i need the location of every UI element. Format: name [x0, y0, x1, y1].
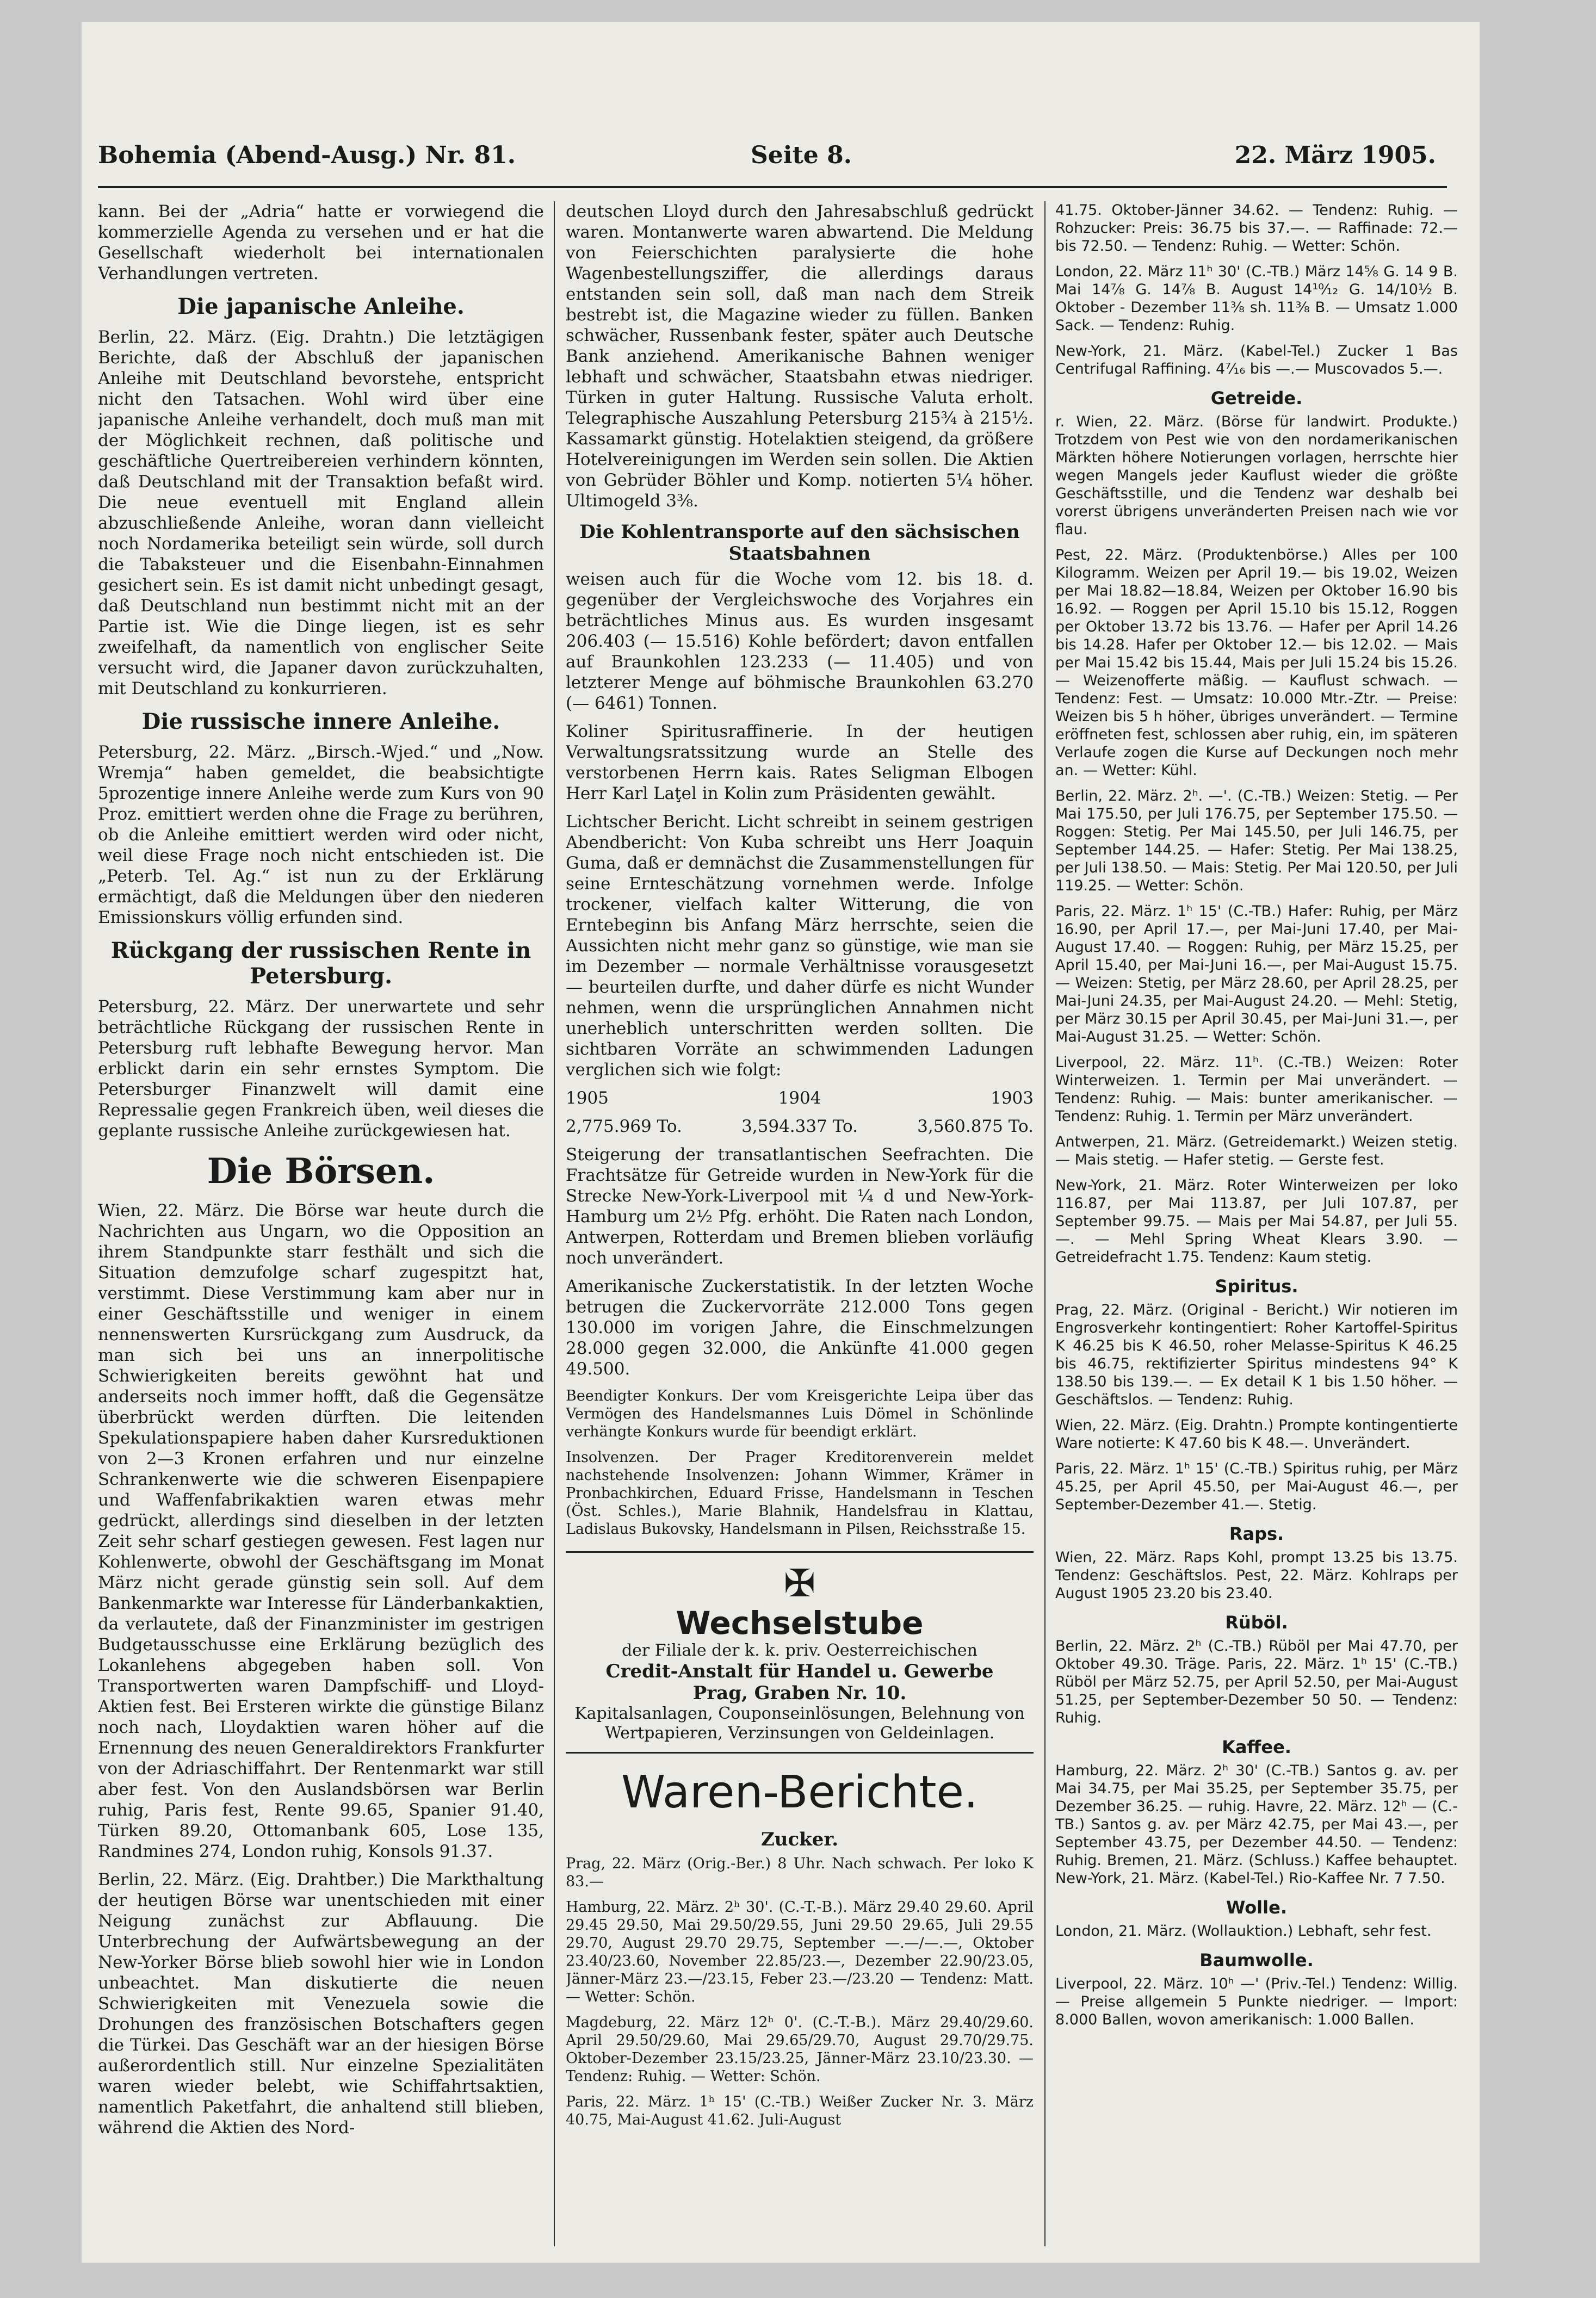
- heading-getreide: Getreide.: [1210, 388, 1303, 408]
- article-continuation: deutschen Lloyd durch den Jahresabschluß gedrückt waren. Montanwerte waren abwartend. Die Meldung von Feierschichten paralysierte die hohe Wagenbestellungsziffer, die allerdings daraus entstanden sein soll, daß man nach dem Streik bestrebt ist, die Magazine wieder zu füllen. Banken schwächer, Russenbank fester, später auch Deutsche Bank anziehend. Amerikanische Bahnen weniger lebhaft und schwächer, Staatsbahn etwas niedriger. Türken in guter Haltung. Russische Valuta erholt. Telegraphische Auszahlung Petersburg 215¾ à 215½. Kassamarkt günstig. Hotelaktien steigend, da größere Hotelvereinigungen im Werden sein sollen. Die Aktien von Gebrüder Böhler und Komp. notierten 5¼ höher. Ultimogeld 3⅜.: [566, 202, 1034, 511]
- tons-cell: 3,560.875 To.: [917, 1117, 1034, 1136]
- ad-line: der Filiale der k. k. priv. Oesterreichischen: [621, 1641, 978, 1660]
- column-1: [98, 201, 544, 2246]
- heading-spiritus: Spiritus.: [1215, 1276, 1298, 1297]
- article-berlin-boerse: Berlin, 22. März. (Eig. Drahtber.) Die Markthaltung der heutigen Börse war unentschieden mit einer Neigung zunächst zur Abflauung. Die Unterbrechung der Aufwärtsbewegung an der New-Yorker Börse blieb sowohl hier wie in London unbeachtet. Man diskutierte die neuen Schwierigkeiten mit Venezuela sowie die Drohungen des französischen Botschafters gegen die Türkei. Das Geschäft war an der hiesigen Börse außerordentlich still. Nur einzelne Spezialitäten waren wieder belebt, wie Schiffahrtsaktien, namentlich Paketfahrt, die anhaltend still blieben, während die Aktien des Nord-: [98, 1870, 544, 2138]
- article-koliner: Koliner Spiritusraffinerie. In der heutigen Verwaltungsratssitzung wurde an Stelle des verstorbenen Herrn kais. Rates Seligman Elbogen Herr Karl Laţel in Kolin zum Präsidenten gewählt.: [566, 722, 1034, 803]
- ad-title: Wechselstube: [676, 1605, 924, 1642]
- ad-line: Prag, Graben Nr. 10.: [692, 1682, 907, 1704]
- report-berlin-getreide: Berlin, 22. März. 2ʰ. —'. (C.-TB.) Weizen: Stetig. — Per Mai 175.50, per Juli 176.75, per September 175.50. — Roggen: Stetig. Per Mai 145.50, per Juli 146.75, per September 144.25. — Hafer: Stetig. Per Mai 138.25, per Juli 138.50. — Mais: Stetig. Per Mai 120.50, per Juli 119.25. — Wetter: Schön.: [1055, 788, 1458, 894]
- report-prag-zucker: Prag, 22. März (Orig.-Ber.) 8 Uhr. Nach schwach. Per loko K 83.—: [566, 1855, 1034, 1890]
- heading-wolle: Wolle.: [1226, 1897, 1287, 1918]
- advertisement-wechselstube: [566, 1551, 1034, 1754]
- report-raps: Wien, 22. März. Raps Kohl, prompt 13.25 bis 13.75. Tendenz: Geschäftslos. Pest, 22. März. Kohlraps per August 1905 23.20 bis 23.40.: [1055, 1549, 1458, 1602]
- masthead: Bohemia (Abend-Ausg.) Nr. 81.: [98, 141, 516, 169]
- article-seefrachten: Steigerung der transatlantischen Seefrachten. Die Frachtsätze für Getreide wurden in New-York für die Strecke New-York-Liverpool mit ¼ d und New-York-Hamburg um 2½ Pfg. erhöht. Die Raten nach London, Antwerpen, Rotterdam und Bremen blieben vorläufig noch unverändert.: [566, 1145, 1034, 1268]
- heading-japanese-loan: Die japanische Anleihe.: [177, 294, 465, 319]
- article-konkurs: Beendigter Konkurs. Der vom Kreisgerichte Leipa über das Vermögen des Handelsmannes Luis Dömel in Schönlinde verhängte Konkurs wurde für beendigt erklärt.: [566, 1388, 1034, 1440]
- article-kohlentransporte: weisen auch für die Woche vom 12. bis 18. d. gegenüber der Vergleichswoche des Vorjahres ein beträchtliches Minus aus. Es wurden insgesamt 206.403 (— 15.516) Kohle befördert; davon entfallen auf Braunkohlen 123.233 (— 11.405) und von letzterer Menge auf böhmische Braunkohlen 63.270 (— 6461) Tonnen.: [566, 569, 1034, 713]
- report-wien-spiritus: Wien, 22. März. (Eig. Drahtn.) Prompte kontingentierte Ware notierte: K 47.60 bis K 48.—. Unverändert.: [1055, 1417, 1458, 1452]
- heading-raps: Raps.: [1229, 1523, 1284, 1544]
- column-2: [566, 201, 1034, 2246]
- newspaper-page: [82, 22, 1480, 2263]
- report-kaffee: Hamburg, 22. März. 2ʰ 30' (C.-TB.) Santos g. av. per Mai 34.75, per Mai 35.25, per September 35.75, per Dezember 36.25. — ruhig. Havre, 22. März. 12ʰ — (C.-TB.) Santos g. av. per März 42.75, per Mai 43.—, per September 43.75, per Dezember 44.50. — Tendenz: Ruhig. Bremen, 21. März. (Schluss.) Kaffee behauptet. New-York, 21. März. (Kabel-Tel.) Rio-Kaffee Nr. 7 7.50.: [1055, 1762, 1458, 1887]
- report-newyork-zucker: New-York, 21. März. (Kabel-Tel.) Zucker 1 Bas Centrifugal Raffining. 4⁷⁄₁₆ bis —.— Muscovados 5.—.: [1055, 343, 1458, 377]
- report-rueboel: Berlin, 22. März. 2ʰ (C.-TB.) Rüböl per Mai 47.70, per Oktober 49.30. Träge. Paris, 22. März. 1ʰ 15' (C.-TB.) Rüböl per März 52.75, per April 52.50, per Mai-August 51.25, per September-Dezember 50 50. — Tendenz: Ruhig.: [1055, 1638, 1458, 1726]
- eagle-emblem-icon: ✠: [783, 1561, 816, 1606]
- page-number: Seite 8.: [751, 141, 852, 169]
- article-lichtscher-bericht: Lichtscher Bericht. Licht schreibt in seinem gestrigen Abendbericht: Von Kuba schreibt uns Herr Joaquin Guma, daß er demnächst die Zusammenstellungen für seine Ernteschätzung vornehmen werde. Infolge trockener, vielfach kalter Witterung, die von Erntebeginn bis Anfang März herrschte, seien die Aussichten nicht mehr ganz so günstige, wie man sie im Dezember — normale Verhältnisse vorausgesetzt — beurteilen durfte, und daher dürfe es nicht Wunder nehmen, wenn die ursprünglichen Annahmen nicht unerheblich unterschritten werden sollten. Die sichtbaren Vorräte an schwimmenden Ladungen verglichen sich wie folgt:: [566, 812, 1034, 1080]
- report-paris-zucker: Paris, 22. März. 1ʰ 15' (C.-TB.) Weißer Zucker Nr. 3. März 40.75, Mai-August 41.62. Juli-August: [566, 2093, 1034, 2128]
- header-rule: [98, 186, 1447, 188]
- article-wien-boerse: Wien, 22. März. Die Börse war heute durch die Nachrichten aus Ungarn, wo die Opposition an ihrem Standpunkte starr festhält und sich die Situation demzufolge scharf zugespitzt hat, verstimmt. Diese Verstimmung kam aber nur in einer Geschäftsstille und weniger in einem nennenswerten Kursrückgang zum Ausdruck, da man sich bei uns an innerpolitische Schwierigkeiten bereits gewöhnt hat und anderseits noch immer hofft, daß die Gegensätze überbrückt werden dürften. Die leitenden Spekulationspapiere haben daher Kursreduktionen von 2—3 Kronen erfahren und nur einzelne Schrankenwerte wie die schweren Eisenpapiere und Waffenfabrikaktien waren etwas mehr gedrückt, allerdings sind dieselben in der letzten Zeit sehr scharf gestiegen gewesen. Fest lagen nur Kohlenwerte, obwohl der Geschäftsgang im Monat März nicht gerade günstig sein soll. Auf dem Bankenmarkte war Interesse für Länderbankaktien, da verlautete, daß der Finanzminister im gestrigen Budgetausschusse eine Erklärung bezüglich des Lokanlehens abgegeben haben soll. Von Transportwerten waren Dampfschiff- und Lloyd-Aktien fest. Bei Ersteren wirkte die günstige Bilanz noch nach, Lloydaktien waren höher auf die Ernennung des neuen Generaldirektors Frankfurter von der Adriaschiffahrt. Der Rentenmarkt war still aber fest. Von den Auslandsbörsen war Berlin ruhig, Paris fest, Rente 99.65, Spanier 91.40, Türken 89.20, Ottomanbank 605, Lose 135, Randmines 274, London ruhig, Konsols 91.37.: [98, 1201, 544, 1861]
- report-london-zucker: London, 22. März 11ʰ 30' (C.-TB.) März 14⅝ G. 14 9 B. Mai 14⅞ G. 14⅞ B. August 14¹⁰⁄₁₂ G. 14/10½ B. Oktober - Dezember 11⅜ sh. 11⅜ B. — Umsatz 1.000 Sack. — Tendenz: Ruhig.: [1055, 263, 1458, 334]
- heading-boersen: Die Börsen.: [207, 1151, 435, 1192]
- tons-cell: 3,594.337 To.: [741, 1117, 858, 1136]
- tons-cell: 2,775.969 To.: [566, 1117, 682, 1136]
- column-divider: [554, 201, 555, 2246]
- year-cell: 1904: [778, 1088, 821, 1108]
- column-3: [1055, 201, 1458, 2246]
- report-prag-spiritus: Prag, 22. März. (Original - Bericht.) Wir notieren im Engrosverkehr kontingentiert: Roher Kartoffel-Spiritus K 46.25 bis K 46.50, roher Melasse-Spiritus K 46.25 bis 46.75, rektifizierter Spiritus mindestens 94° K 138.50 bis 139.—. — Ex detail K 1 bis 1.50 höher. — Geschäftslos. — Tendenz: Ruhig.: [1055, 1302, 1458, 1408]
- heading-waren-berichte: Waren-Berichte.: [621, 1767, 978, 1818]
- heading-rueboel: Rüböl.: [1225, 1612, 1288, 1633]
- report-magdeburg-zucker: Magdeburg, 22. März 12ʰ 0'. (C.-T.-B.). März 29.40/29.60. April 29.50/29.60, Mai 29.65/29.70, August 29.70/29.75. Oktober-Dezember 23.15/23.25, Jänner-März 23.10/23.30. — Tendenz: Ruhig. — Wetter: Schön.: [566, 2014, 1034, 2085]
- heading-baumwolle: Baumwolle.: [1199, 1950, 1314, 1971]
- heading-russian-loan: Die russische innere Anleihe.: [141, 709, 500, 734]
- year-cell: 1903: [991, 1088, 1034, 1108]
- article-zuckerstatistik: Amerikanische Zuckerstatistik. In der letzten Woche betrugen die Zuckervorräte 212.000 Tons gegen 130.000 im vorigen Jahre, die Einschmelzungen 28.000 gegen 32.000, die Ankünfte 41.000 gegen 49.500.: [566, 1277, 1034, 1379]
- report-zucker-continuation: 41.75. Oktober-Jänner 34.62. — Tendenz: Ruhig. — Rohzucker: Preis: 36.75 bis 37.—. — Raffinade: 72.— bis 72.50. — Tendenz: Ruhig. — Wetter: Schön.: [1055, 202, 1458, 255]
- ad-line: Kapitalsanlagen, Couponseinlösungen, Belehnung von Wertpapieren, Verzinsungen von Geldeinlagen.: [574, 1704, 1025, 1743]
- report-antwerpen-getreide: Antwerpen, 21. März. (Getreidemarkt.) Weizen stetig. — Mais stetig. — Hafer stetig. — Gerste fest.: [1055, 1133, 1458, 1168]
- report-baumwolle: Liverpool, 22. März. 10ʰ —' (Priv.-Tel.) Tendenz: Willig. — Preise allgemein 5 Punkte niedriger. — Import: 8.000 Ballen, wovon amerikanisch: 1.000 Ballen.: [1055, 1975, 1458, 2028]
- report-paris-spiritus: Paris, 22. März. 1ʰ 15' (C.-TB.) Spiritus ruhig, per März 45.25, per April 45.50, per Mai-August 46.—, per September-Dezember 41.—. Stetig.: [1055, 1460, 1458, 1513]
- heading-zucker: Zucker.: [760, 1829, 839, 1850]
- page-header: [98, 141, 1436, 185]
- heading-russian-rente: Rückgang der russischen Rente in Petersburg.: [110, 938, 531, 989]
- heading-kaffee: Kaffee.: [1222, 1737, 1291, 1757]
- tons-row: [566, 1116, 1034, 1137]
- article-russian-loan: Petersburg, 22. März. „Birsch.-Wjed.“ und „Now. Wremja“ haben gemeldet, die beabsichtigte 5prozentige innere Anleihe werde zum Kurs von 90 Proz. emittiert werden ohne die Frage zu berühren, ob die Anleihe emittiert werden wird oder nicht, weil diese Frage noch nicht entschieden ist. Die „Peterb. Tel. Ag.“ ist nun zu der Erklärung ermächtigt, daß die Meldungen über den niederen Emissionskurs völlig erfunden sind.: [98, 742, 544, 927]
- ad-line: Credit-Anstalt für Handel u. Gewerbe: [605, 1661, 994, 1682]
- report-pest-getreide: Pest, 22. März. (Produktenbörse.) Alles per 100 Kilogramm. Weizen per April 19.— bis 19.02, Weizen per Mai 18.82—18.84, Weizen per Oktober 16.90 bis 16.92. — Roggen per April 15.10 bis 15.12, Roggen per Oktober 13.72 bis 13.76. — Hafer per April 14.26 bis 14.28. Hafer per Oktober 12.— bis 12.02. — Mais per Mai 15.42 bis 15.44, Mais per Juli 15.24 bis 15.26. — Weizenofferte mäßig. — Kauflust schwach. — Tendenz: Fest. — Umsatz: 10.000 Mtr.-Ztr. — Preise: Weizen bis 5 h höher, übriges unverändert. — Termine eröffneten fest, schlossen aber ruhig, ein, im späteren Verlaufe zogen die Kurse auf Deckungen noch mehr an. — Wetter: Kühl.: [1055, 547, 1458, 779]
- article-russian-rente: Petersburg, 22. März. Der unerwartete und sehr beträchtliche Rückgang der russischen Rente in Petersburg ruft lebhafte Bewegung hervor. Man erblickt darin ein sehr ernstes Symptom. Die Petersburger Finanzwelt will damit eine Repressalie gegen Frankreich üben, weil dieses die geplante russische Anleihe zurückgewiesen hat.: [98, 997, 544, 1141]
- article-insolvenzen: Insolvenzen. Der Prager Kreditorenverein meldet nachstehende Insolvenzen: Johann Wimmer, Krämer in Pronbachkirchen, Eduard Frisse, Handelsmann in Teschen (Öst. Schles.), Marie Blahnik, Handelsfrau in Klattau, Ladislaus Bukovsky, Handelsmann in Pilsen, Reichsstraße 15.: [566, 1449, 1034, 1538]
- report-paris-getreide: Paris, 22. März. 1ʰ 15' (C.-TB.) Hafer: Ruhig, per März 16.90, per April 17.—, per Mai-Juni 17.40, per Mai-August 17.40. — Roggen: Ruhig, per März 15.25, per April 15.40, per Mai-Juni 16.—, per Mai-August 15.75. — Weizen: Stetig, per März 28.60, per April 28.25, per Mai-Juni 24.35, per Mai-August 24.20. — Mehl: Stetig, per März 30.15 per April 30.45, per Mai-Juni 31.—, per Mai-August 31.25. — Wetter: Schön.: [1055, 903, 1458, 1045]
- years-row: [566, 1088, 1034, 1108]
- report-newyork-getreide: New-York, 21. März. Roter Winterweizen per loko 116.87, per Mai 113.87, per Juli 107.87, per September 99.75. — Mais per Mai 54.87, per Juli 55.—. — Mehl Spring Wheat Klears 3.90. — Getreidefracht 1.75. Tendenz: Kaum stetig.: [1055, 1177, 1458, 1266]
- report-wolle: London, 21. März. (Wollauktion.) Lebhaft, sehr fest.: [1055, 1923, 1432, 1940]
- heading-kohlentransporte: Die Kohlentransporte auf den sächsischen Staatsbahnen: [579, 521, 1020, 565]
- issue-date: 22. März 1905.: [1234, 141, 1436, 169]
- report-wien-getreide: r. Wien, 22. März. (Börse für landwirt. Produkte.) Trotzdem von Pest wie von den nordamerikanischen Märkten höhere Notierungen vorlagen, herrschte hier wegen Mangels jeder Kauflust wieder die größte Geschäftsstille, und die Tendenz war deshalb bei vorerst übrigens unveränderten Preisen nach wie vor flau.: [1055, 413, 1458, 538]
- report-liverpool-getreide: Liverpool, 22. März. 11ʰ. (C.-TB.) Weizen: Roter Winterweizen. 1. Termin per Mai unverändert. — Tendenz: Ruhig. — Mais: bunter amerikanischer. — Tendenz: Ruhig. 1. Termin per März unverändert.: [1055, 1054, 1458, 1125]
- report-hamburg-zucker: Hamburg, 22. März. 2ʰ 30'. (C.-T.-B.). März 29.40 29.60. April 29.45 29.50, Mai 29.50/29.55, Juni 29.50 29.65, Juli 29.55 29.70, August 29.70 29.75, September —.—/—.—, Oktober 23.40/23.60, November 22.85/23.—, Dezember 22.90/23.05, Jänner-März 23.—/23.15, Feber 23.—/23.20 — Tendenz: Matt. — Wetter: Schön.: [566, 1899, 1034, 2005]
- article-japanese-loan: Berlin, 22. März. (Eig. Drahtn.) Die letztägigen Berichte, daß der Abschluß der japanischen Anleihe mit Deutschland bevorstehe, entspricht nicht den Tatsachen. Wohl wird über eine japanische Anleihe verhandelt, doch muß man mit der Möglichkeit rechnen, daß politische und geschäftliche Quertreibereien verhindern könnten, daß Deutschland mit der Transaktion befaßt wird. Die neue eventuell mit England allein abzuschließende Anleihe, woran dann vielleicht noch Nordamerika beteiligt sein würde, soll durch die Tabaksteuer und die Eisenbahn-Einnahmen gesichert sein. Es ist damit nicht unbedingt gesagt, daß Deutschland nun bestimmt nicht mit an der Partie ist. Wie die Dinge liegen, ist es sehr zweifelhaft, da namentlich von englischer Seite versucht wird, die Japaner davon zurückzuhalten, mit Deutschland zu konkurrieren.: [98, 327, 544, 698]
- column-divider: [1044, 201, 1046, 2246]
- intro-paragraph: kann. Bei der „Adria“ hatte er vorwiegend die kommerzielle Agenda zu versehen und er hat die Gesellschaft wiederholt bei internationalen Verhandlungen vertreten.: [98, 202, 544, 283]
- year-cell: 1905: [566, 1088, 609, 1108]
